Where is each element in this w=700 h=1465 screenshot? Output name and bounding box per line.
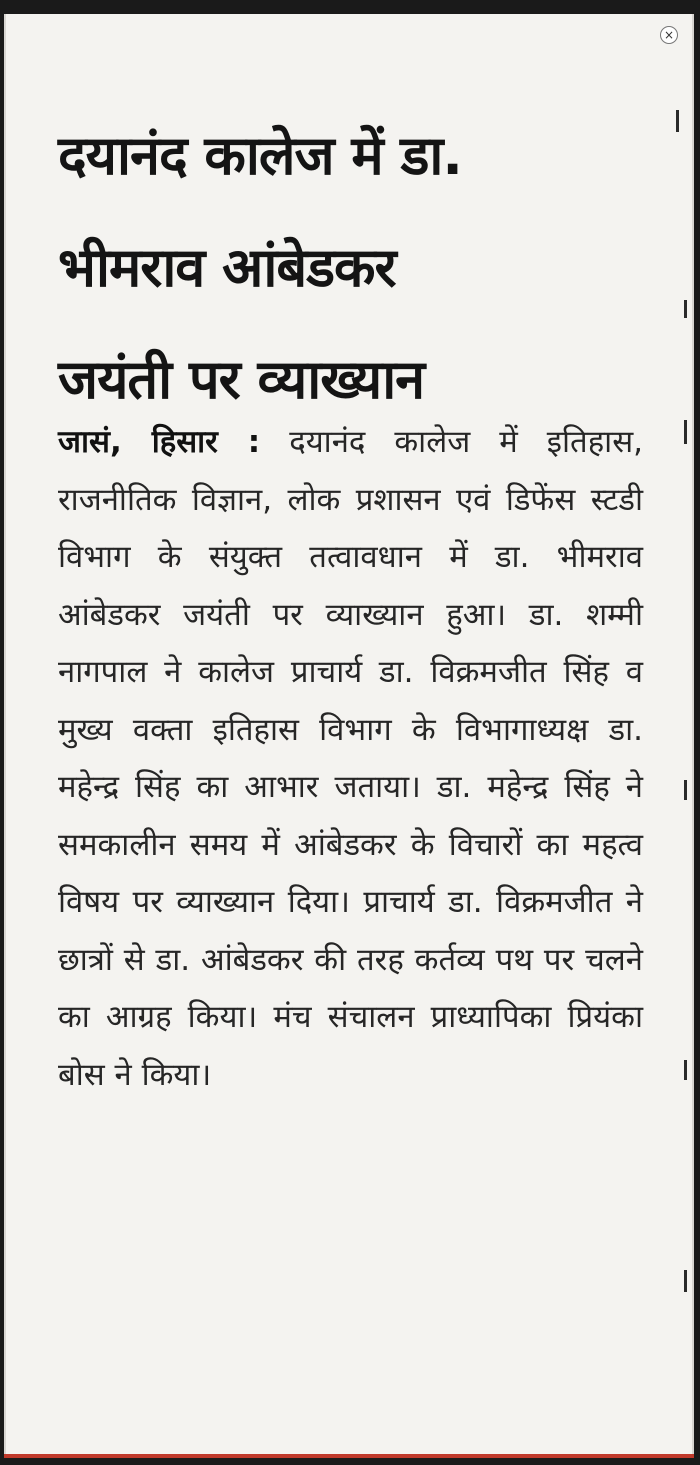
article-body-text: दयानंद कालेज में इतिहास, राजनीतिक विज्ञान, लोक प्रशासन एवं डिफेंस स्टडी विभाग के संयुक्त तत्वावधान में डा. भीमराव आंबेडकर जयंती पर व्याख्यान हुआ। डा. शम्मी नागपाल ने कालेज प्राचार्य डा. विक्रमजीत सिंह व मुख्य वक्ता इतिहास विभाग के विभागाध्यक्ष डा. महेन्द्र सिंह का आभार जताया। डा. महेन्द्र सिंह ने समकालीन समय में आंबेडकर के विचारों का महत्व विषय पर व्याख्यान दिया। प्राचार्य डा. विक्रमजीत ने छात्रों से डा. आंबेडकर की तरह कर्तव्य पथ पर चलने का आग्रह किया। मंच संचालन प्राध्यापिका प्रियंका बोस ने किया।	[58, 424, 644, 1093]
edge-mark	[676, 110, 679, 132]
article-headline	[58, 100, 668, 436]
bottom-rule	[4, 1454, 694, 1458]
edge-mark	[684, 1270, 687, 1292]
headline-line-1: दयानंद कालेज में डा.	[58, 124, 462, 187]
article-body	[58, 414, 643, 1104]
headline-line-3: जयंती पर व्याख्यान	[58, 348, 425, 411]
edge-mark	[684, 300, 687, 318]
edge-mark	[684, 420, 687, 444]
article-dateline: जासं, हिसार :	[58, 424, 261, 460]
headline-line-2: भीमराव आंबेडकर	[58, 236, 396, 299]
edge-mark	[684, 1060, 687, 1080]
edge-mark	[684, 780, 687, 800]
close-icon[interactable]: ×	[660, 26, 678, 44]
newspaper-clipping	[4, 14, 694, 1454]
